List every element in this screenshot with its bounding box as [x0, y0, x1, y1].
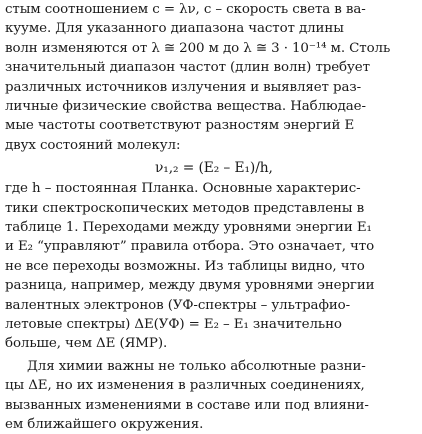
text-line-7: мые частоты соответствуют разностям энергий E — [5, 118, 355, 134]
document-page — [5, 0, 417, 432]
text-line-21: ем ближайшего окружения. — [5, 417, 204, 432]
text-line-10: тики спектроскопических методов представлены в — [5, 200, 365, 216]
text-line-1: стым соотношением c = λν, c – скорость света в ва- — [5, 2, 366, 17]
text-line-11: таблице 1. Переходами между уровнями энергии E₁ — [5, 220, 372, 235]
text-line-9: где h – постоянная Планка. Основные характерис- — [5, 181, 361, 197]
text-line-2: кууме. Для указанного диапазона частот длины — [5, 21, 344, 37]
text-line-3: волн изменяются от λ ≅ 200 м до λ ≅ 3 · 10⁻¹⁴ м. Столь — [5, 40, 391, 56]
text-line-12: и E₂ “управляют” правила отбора. Это означает, что — [5, 239, 375, 255]
text-line-19: цы ΔE, но их изменения в различных соединениях, — [5, 378, 365, 394]
text-line-18: Для химии важны не только абсолютные разни- — [27, 358, 366, 374]
text-line-20: вызванных изменениями в составе или под влияни- — [5, 397, 369, 413]
text-line-4: значительный диапазон частот (длин волн) требует — [5, 60, 370, 76]
text-line-13: не все переходы возможны. Из таблицы видно, что — [5, 258, 365, 274]
text-line-16: летовые спектры) ΔE(УФ) = E₂ – E₁ значительно — [5, 317, 342, 332]
text-line-6: личные физические свойства вещества. Наблюдае- — [5, 99, 366, 114]
frequency-formula: ν₁,₂ = (E₂ – E₁)/h, — [155, 160, 273, 177]
text-line-14: разница, например, между двумя уровнями энергии — [5, 278, 375, 294]
text-line-5: различных источников излучения и выявляет раз- — [5, 79, 361, 95]
text-line-15: валентных электронов (УФ-спектры – ультрафио- — [5, 297, 351, 313]
text-line-8: двух состояний молекул: — [5, 137, 181, 153]
text-line-17: больше, чем ΔE (ЯМР). — [5, 336, 168, 352]
